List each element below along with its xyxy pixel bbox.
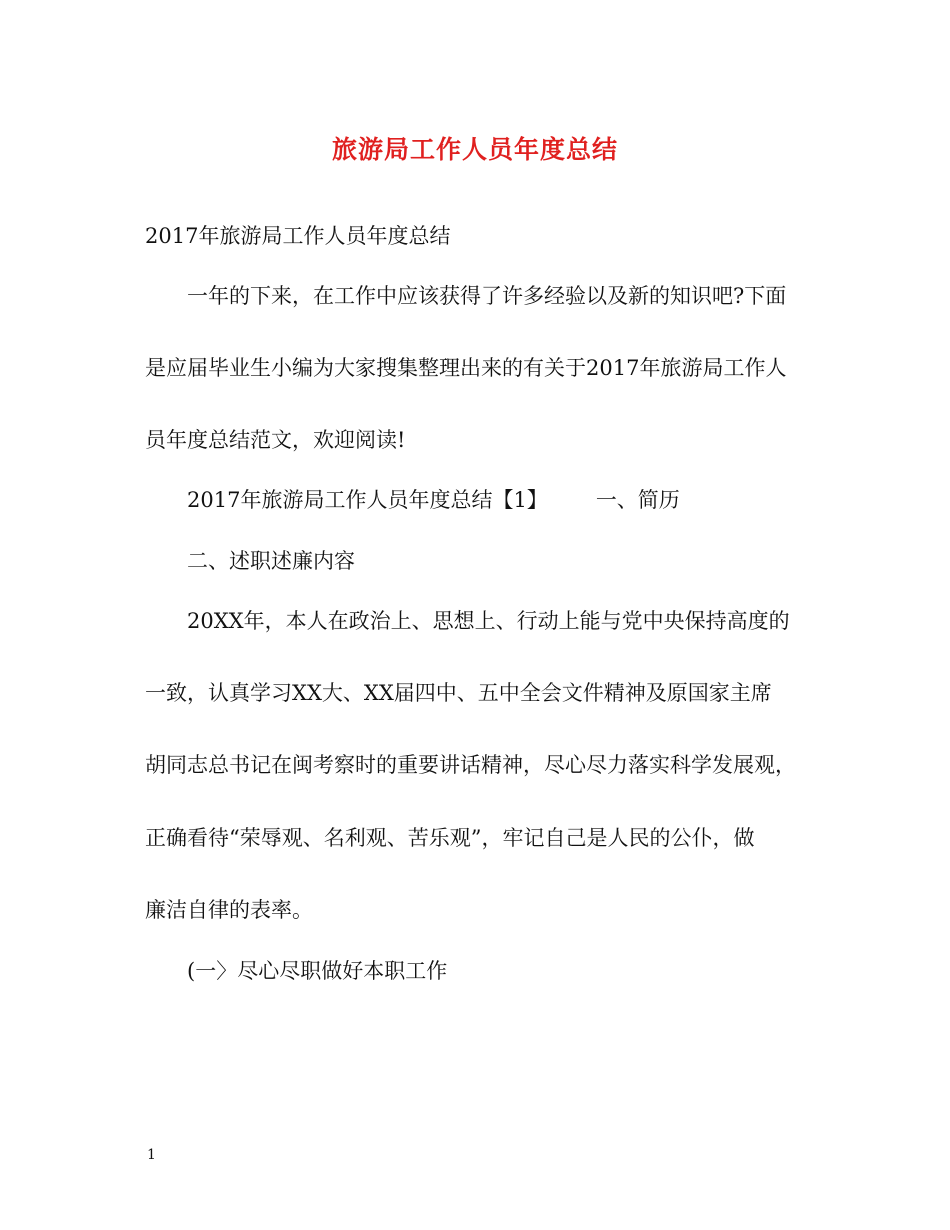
- body-line-1: 20XX年，本人在政治上、思想上、行动上能与党中央保持高度的: [187, 609, 790, 633]
- page-number: 1: [147, 1147, 156, 1163]
- document-subtitle: 2017年旅游局工作人员年度总结: [145, 224, 451, 248]
- intro-line-1: 一年的下来，在工作中应该获得了许多经验以及新的知识吧?下面: [187, 284, 787, 308]
- body-line-4: 正确看待“荣辱观、名利观、苦乐观”，牢记自己是人民的公仆，做: [145, 826, 755, 850]
- document-title: 旅游局工作人员年度总结: [331, 135, 618, 164]
- sub-heading: (一〉尽心尽职做好本职工作: [187, 959, 448, 983]
- section-heading: 2017年旅游局工作人员年度总结【1】: [187, 488, 548, 512]
- section-heading-row: [187, 485, 680, 515]
- intro-line-3: 员年度总结范文，欢迎阅读!: [145, 428, 406, 452]
- body-line-3: 胡同志总书记在闽考察时的重要讲话精神，尽心尽力落实科学发展观，: [145, 753, 796, 777]
- intro-line-2: 是应届毕业生小编为大家搜集整理出来的有关于2017年旅游局工作人: [145, 356, 787, 380]
- body-line-2: 一致，认真学习XX大、XX届四中、五中全会文件精神及原国家主席: [145, 681, 772, 705]
- body-line-5: 廉洁自律的表率。: [145, 898, 313, 922]
- section-item-resume: 一、简历: [595, 488, 680, 512]
- section-item-report: 二、述职述廉内容: [187, 549, 355, 573]
